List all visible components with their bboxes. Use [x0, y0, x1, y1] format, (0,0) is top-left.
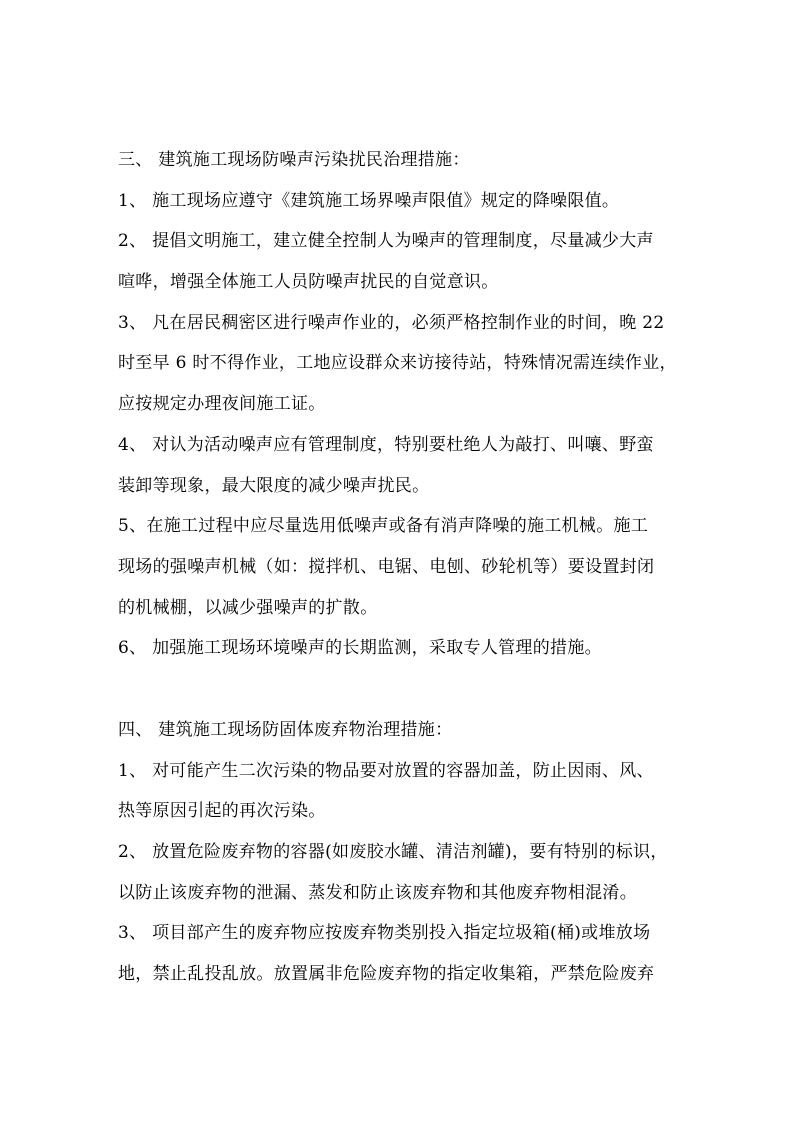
document-body [118, 140, 703, 995]
section-3-heading: 三、 建筑施工现场防噪声污染扰民治理措施： [118, 150, 470, 170]
section-4-item-3 [118, 913, 703, 994]
paragraph-line: 装卸等现象，最大限度的减少噪声扰民。 [118, 475, 430, 496]
section-4-heading: 四、 建筑施工现场防固体废弃物治理措施： [118, 719, 453, 740]
section-4-item-1 [118, 751, 703, 832]
section-4-item-2 [118, 832, 703, 913]
paragraph-line: 5、在施工过程中应尽量选用低噪声或备有消声降噪的施工机械。施工 [118, 516, 649, 537]
section-3-item-3 [118, 303, 703, 425]
paragraph-line: 3、 凡在居民稠密区进行噪声作业的，必须严格控制作业的时间，晚 22 [118, 312, 665, 333]
paragraph-line: 地，禁止乱投乱放。放置属非危险废弃物的指定收集箱，严禁危险废弃 [118, 964, 655, 985]
paragraph-line: 2、 提倡文明施工，建立健全控制人为噪声的管理制度，尽量减少大声 [118, 231, 654, 252]
paragraph-line: 应按规定办理夜间施工证。 [118, 394, 326, 415]
paragraph-line: 1、 对可能产生二次污染的物品要对放置的容器加盖，防止因雨、风、 [118, 760, 654, 781]
paragraph-line: 以防止该废弃物的泄漏、蒸发和防止该废弃物和其他废弃物相混淆。 [118, 882, 637, 903]
section-spacer [118, 669, 703, 710]
section-3-item-1 [118, 181, 703, 222]
paragraph-line: 1、 施工现场应遵守《建筑施工场界噪声限值》规定的降噪限值。 [118, 190, 620, 211]
paragraph-line: 的机械棚，以减少强噪声的扩散。 [118, 597, 378, 618]
paragraph-line: 时至早 6 时不得作业，工地应设群众来访接待站，特殊情况需连续作业， [118, 353, 677, 374]
section-3-item-2 [118, 221, 703, 302]
paragraph-line: 热等原因引起的再次污染。 [118, 801, 326, 822]
paragraph-line: 喧哗，增强全体施工人员防噪声扰民的自觉意识。 [118, 272, 499, 293]
section-3-item-5 [118, 506, 703, 628]
paragraph-line: 2、 放置危险废弃物的容器(如废胶水罐、清洁剂罐)，要有特别的标识， [118, 842, 668, 862]
section-3-item-4 [118, 425, 703, 506]
paragraph-line: 现场的强噪声机械（如：搅拌机、电锯、电刨、砂轮机等）要设置封闭 [118, 556, 655, 577]
paragraph-line: 4、 对认为活动噪声应有管理制度，特别要杜绝人为敲打、叫嚷、野蛮 [118, 434, 654, 455]
section-3-item-6 [118, 628, 703, 669]
paragraph-line: 6、 加强施工现场环境噪声的长期监测，采取专人管理的措施。 [118, 638, 602, 659]
paragraph-line: 3、 项目部产生的废弃物应按废弃物类别投入指定垃圾箱(桶)或堆放场 [118, 923, 651, 944]
